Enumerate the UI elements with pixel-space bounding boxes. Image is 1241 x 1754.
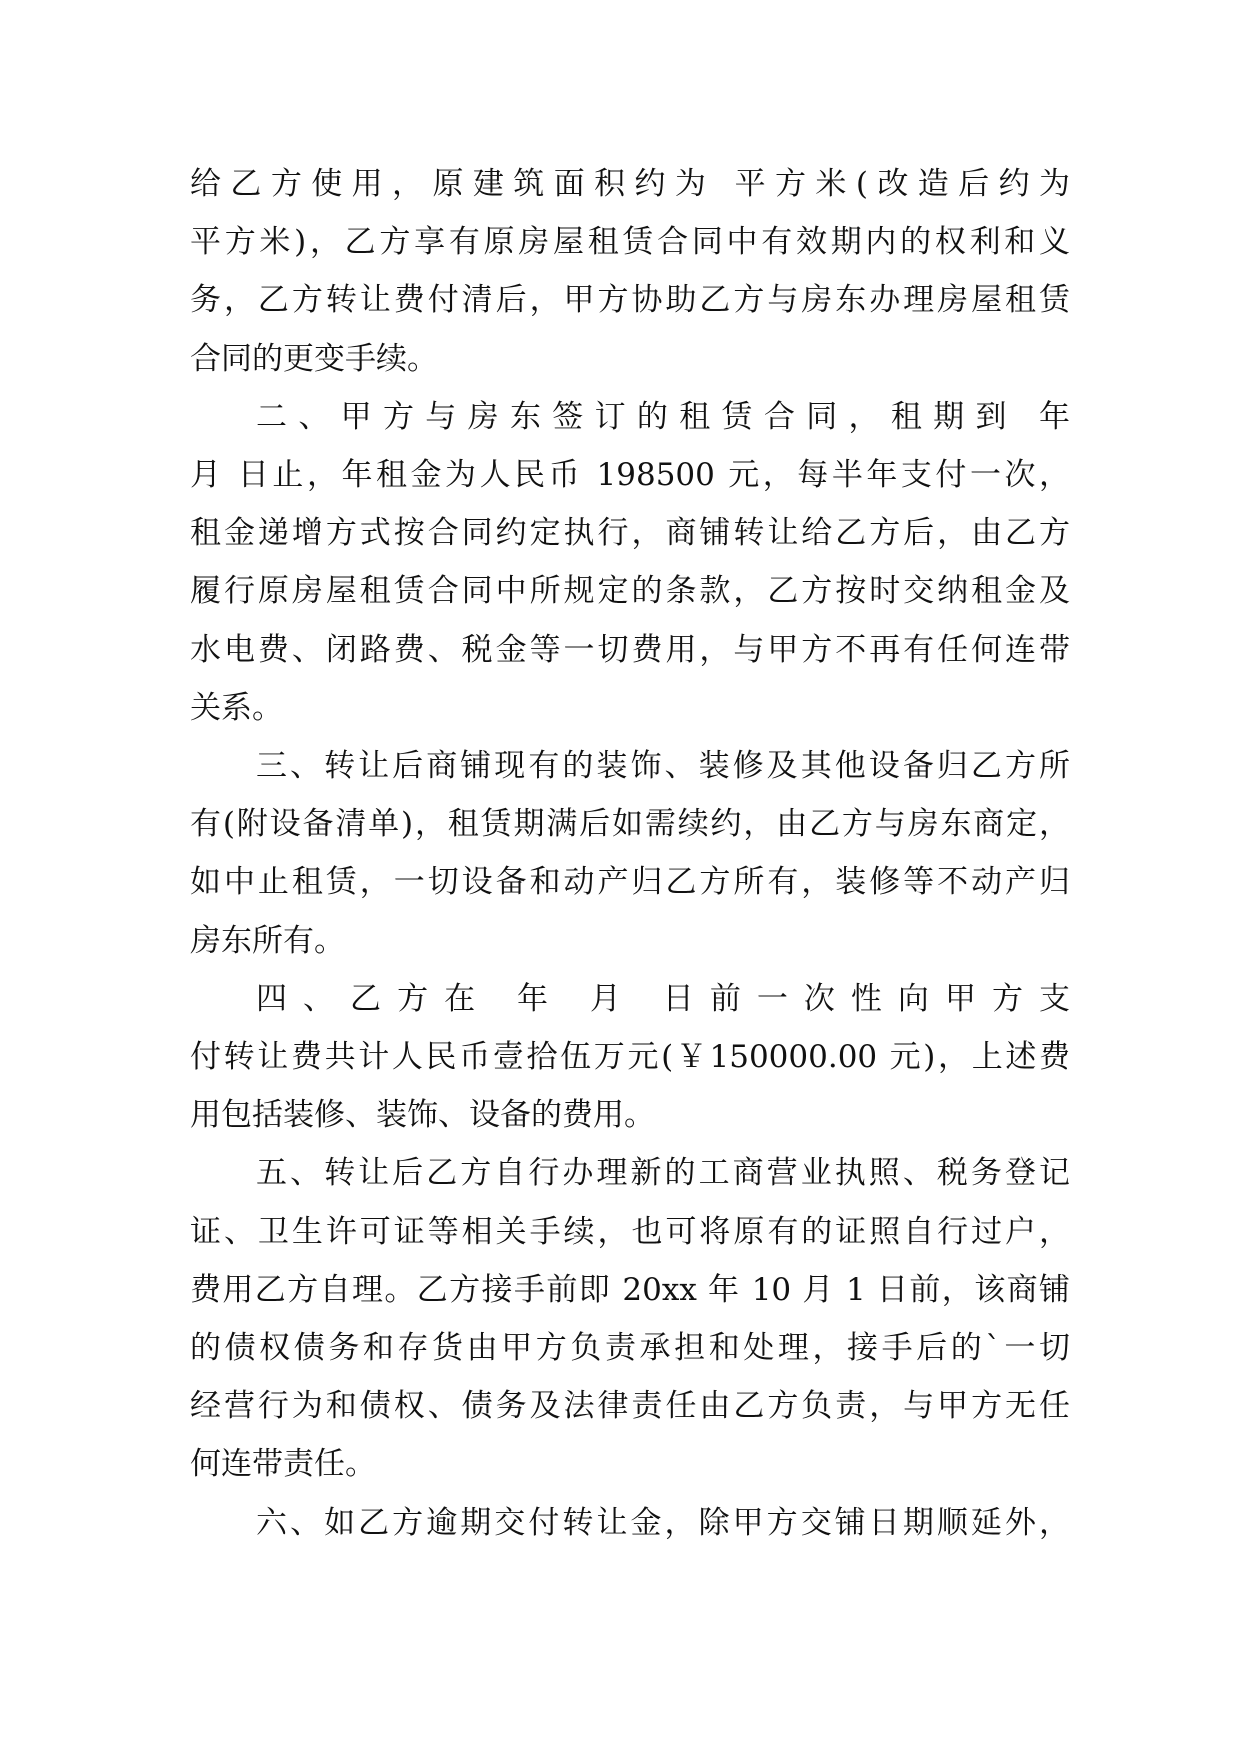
paragraph-first-line: 三、转让后商铺现有的装饰、装修及其他设备归乙方所 <box>256 748 1070 784</box>
paragraph-line: 履行原房屋租赁合同中所规定的条款，乙方按时交纳租金及 <box>190 573 1070 610</box>
paragraph-line: 务，乙方转让费付清后，甲方协助乙方与房东办理房屋租赁 <box>190 282 1070 319</box>
paragraph-first-line: 四、乙方在 年 月 日前一次性向甲方支 <box>256 980 1070 1017</box>
paragraph-line: 合同的更变手续。 <box>190 340 438 377</box>
paragraph-line: 证、卫生许可证等相关手续，也可将原有的证照自行过户， <box>190 1213 1070 1250</box>
paragraph-line: 经营行为和债权、债务及法律责任由乙方负责，与甲方无任 <box>190 1388 1070 1425</box>
paragraph-first-line: 六、如乙方逾期交付转让金，除甲方交铺日期顺延外， <box>256 1504 1070 1541</box>
paragraph-line: 付转让费共计人民币壹拾伍万元(￥150000.00 元)，上述费 <box>190 1039 1070 1075</box>
paragraph-line: 给乙方使用，原建筑面积约为 平方米(改造后约为 <box>190 166 1070 202</box>
paragraph-line: 水电费、闭路费、税金等一切费用，与甲方不再有任何连带 <box>190 631 1070 668</box>
paragraph-line: 有(附设备清单)，租赁期满后如需续约，由乙方与房东商定， <box>190 806 1070 843</box>
paragraph-line: 用包括装修、装饰、设备的费用。 <box>190 1097 655 1134</box>
paragraph-line: 费用乙方自理。乙方接手前即 20xx 年 10 月 1 日前，该商铺 <box>190 1271 1070 1308</box>
paragraph-line: 平方米)，乙方享有原房屋租赁合同中有效期内的权利和义 <box>190 224 1070 261</box>
paragraph-line: 何连带责任。 <box>190 1446 376 1483</box>
paragraph-line: 关系。 <box>190 689 283 726</box>
paragraph-line: 租金递增方式按合同约定执行，商铺转让给乙方后，由乙方 <box>190 515 1070 552</box>
paragraph-first-line: 五、转让后乙方自行办理新的工商营业执照、税务登记 <box>256 1155 1070 1192</box>
paragraph-line: 月 日止，年租金为人民币 198500 元，每半年支付一次， <box>190 457 1070 493</box>
paragraph-first-line: 二、甲方与房东签订的租赁合同，租期到 年 <box>256 398 1070 435</box>
paragraph-line: 的债权债务和存货由甲方负责承担和处理，接手后的`一切 <box>190 1330 1070 1366</box>
paragraph-line: 房东所有。 <box>190 922 345 959</box>
paragraph-line: 如中止租赁，一切设备和动产归乙方所有，装修等不动产归 <box>190 864 1070 901</box>
